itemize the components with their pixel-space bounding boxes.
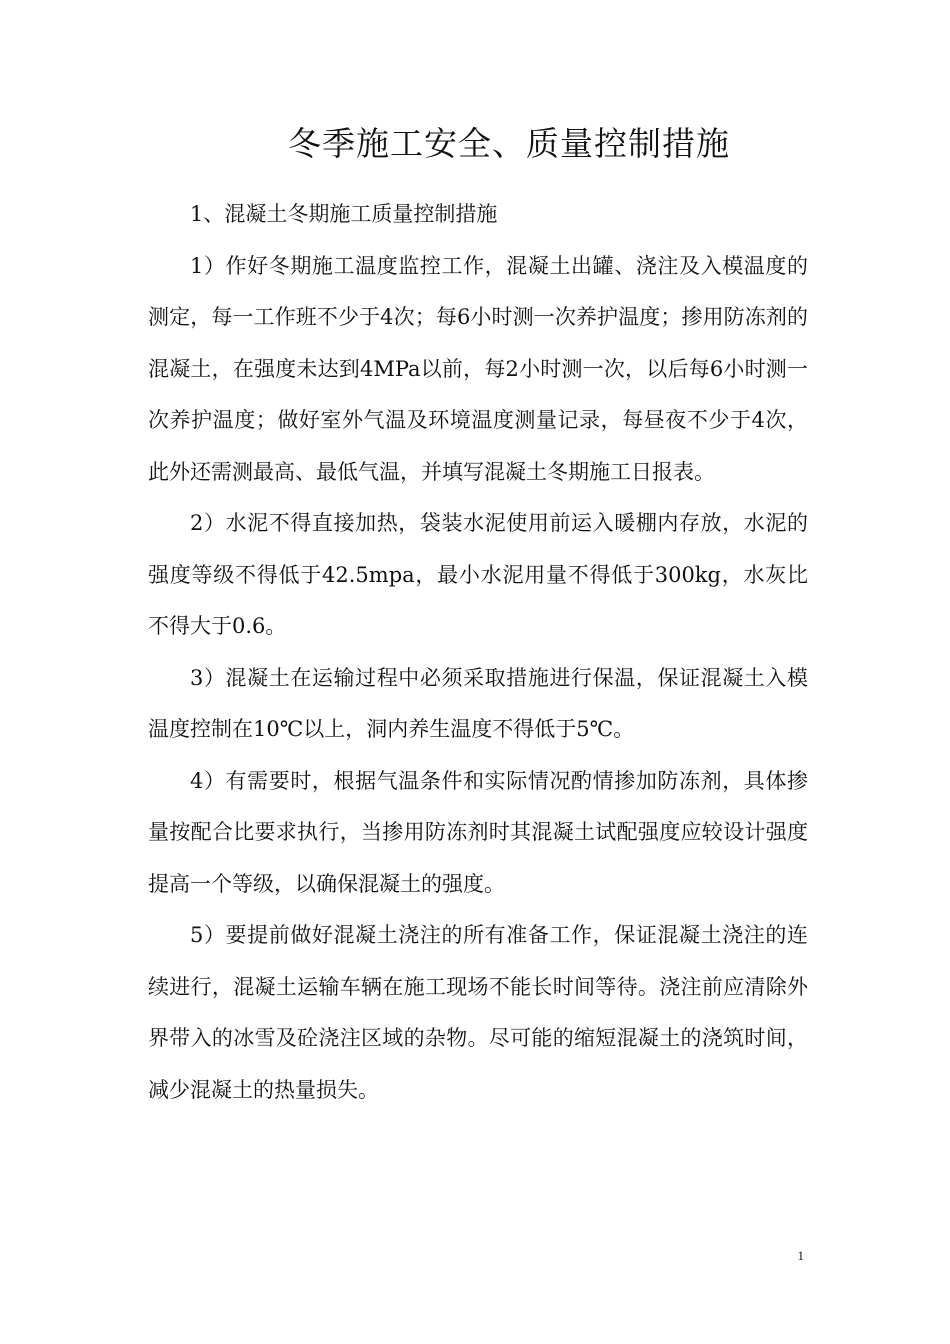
page-number: 1 (797, 1248, 804, 1263)
paragraph-4: 4）有需要时，根据气温条件和实际情况酌情掺加防冻剂，具体掺量按配合比要求执行，当掺用防冻剂时其混凝土试配强度应较设计强度提高一个等级，以确保混凝土的强度。 (148, 768, 808, 896)
paragraph-2: 2）水泥不得直接加热，袋装水泥使用前运入暖棚内存放，水泥的强度等级不得低于42.5mpa，最小水泥用量不得低于300kg，水灰比不得大于0.6。 (148, 511, 808, 638)
paragraph-1: 1）作好冬期施工温度监控工作，混凝土出罐、浇注及入模温度的测定，每一工作班不少于4次；每6小时测一次养护温度；掺用防冻剂的混凝土，在强度未达到4MPa以前，每2小时测一次，以后每6小时测一次养护温度；做好室外气温及环境温度测量记录，每昼夜不少于4次，此外还需测最高、最低气温，并填写混凝土冬期施工日报表。 (148, 253, 808, 484)
paragraph-5: 5）要提前做好混凝土浇注的所有准备工作，保证混凝土浇注的连续进行，混凝土运输车辆在施工现场不能长时间等待。浇注前应清除外界带入的冰雪及砼浇注区域的杂物。尽可能的缩短混凝土的浇筑时间，减少混凝土的热量损失。 (148, 923, 808, 1102)
document-body (148, 189, 808, 1116)
section-heading: 1、混凝土冬期施工质量控制措施 (190, 202, 498, 226)
paragraph-3: 3）混凝土在运输过程中必须采取措施进行保温，保证混凝土入模温度控制在10℃以上，洞内养生温度不得低于5℃。 (148, 665, 808, 741)
document-title: 冬季施工安全、质量控制措施 (288, 124, 730, 163)
